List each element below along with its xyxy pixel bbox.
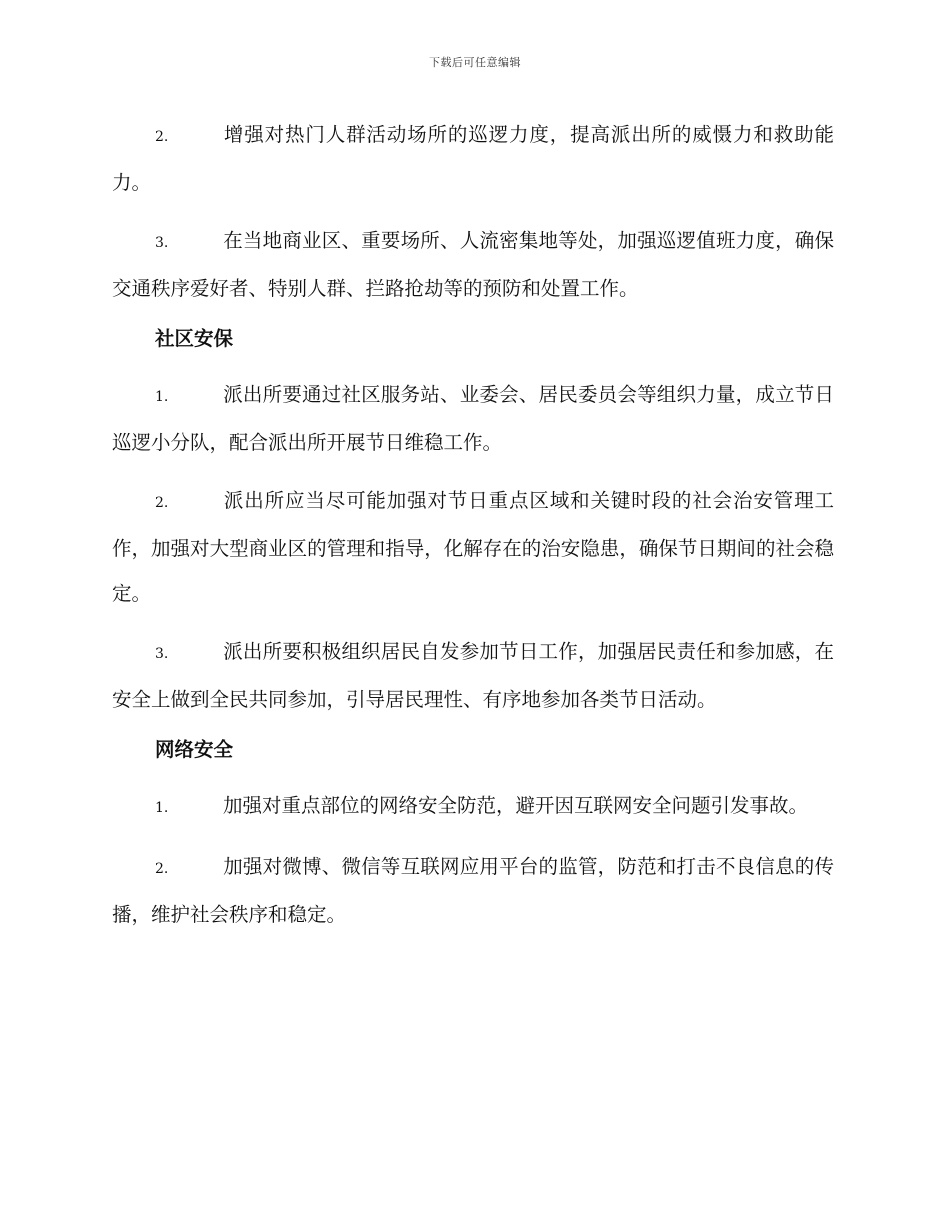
list-item [112,478,834,616]
section-heading-community: 社区安保 [155,327,234,350]
list-item-number: 2. [155,129,169,145]
list-item [112,783,834,831]
list-item-text: 派出所应当尽可能加强对节日重点区域和关键时段的社会治安管理工作，加强对大型商业区的管理和指导，化解存在的治安隐患，确保节日期间的社会稳定。 [112,489,834,605]
document-body [112,112,834,950]
list-item [112,629,834,722]
page-header-note: 下载后可任意编辑 [429,56,521,69]
list-item-text: 派出所要积极组织居民自发参加节日工作，加强居民责任和参加感，在安全上做到全民共同参加，引导居民理性、有序地参加各类节日活动。 [112,640,834,711]
list-item-text: 在当地商业区、重要场所、人流密集地等处，加强巡逻值班力度，确保交通秩序爱好者、特别人群、拦路抢劫等的预防和处置工作。 [112,229,834,300]
list-item-text: 加强对重点部位的网络安全防范，避开因互联网安全问题引发事故。 [223,794,809,817]
list-item-text: 增强对热门人群活动场所的巡逻力度，提高派出所的威慑力和救助能力。 [112,123,834,194]
list-item-number: 1. [155,389,169,405]
list-item-text: 派出所要通过社区服务站、业委会、居民委员会等组织力量，成立节日巡逻小分队，配合派出所开展节日维稳工作。 [112,383,834,454]
section-heading-network: 网络安全 [155,738,234,761]
list-item [112,844,834,937]
list-item-number: 2. [155,861,169,877]
list-item [112,218,834,311]
list-item-number: 2. [155,495,169,511]
list-item-number: 3. [155,235,169,251]
list-item-text: 加强对微博、微信等互联网应用平台的监管，防范和打击不良信息的传播，维护社会秩序和稳定。 [112,855,834,926]
list-item-number: 1. [155,800,169,816]
list-item-number: 3. [155,646,169,662]
list-item [112,112,834,205]
list-item [112,372,834,465]
